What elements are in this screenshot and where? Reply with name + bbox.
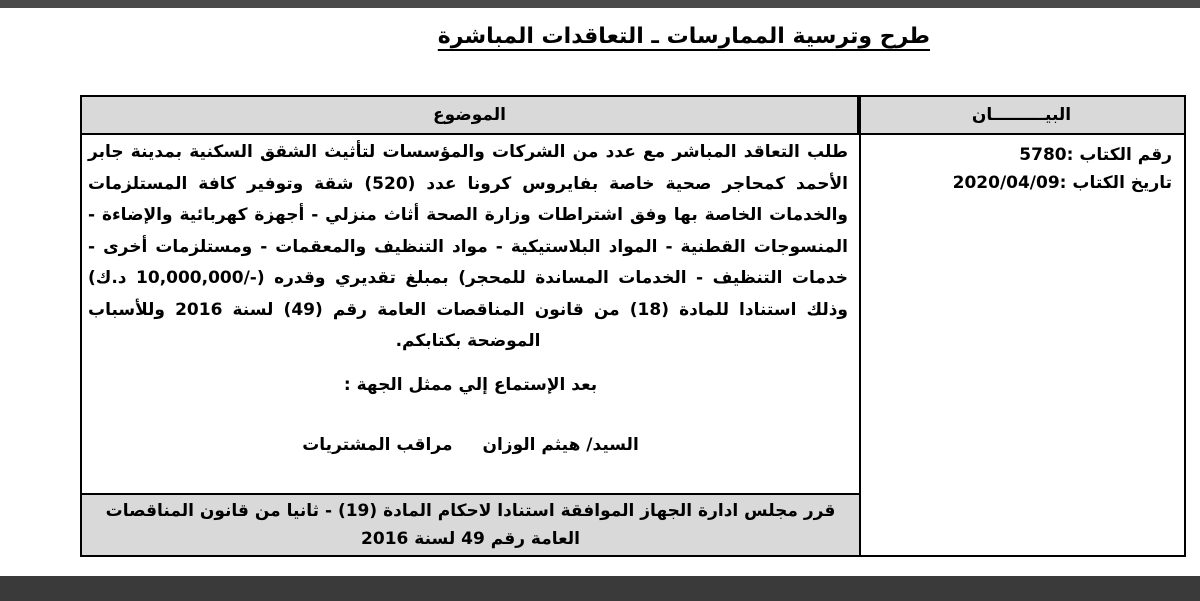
- letter-number: 5780: [1019, 145, 1067, 165]
- letter-date: 2020/04/09: [952, 173, 1060, 193]
- letter-number-line: [872, 141, 1172, 169]
- representative: [82, 435, 859, 455]
- letter-date-line: [872, 169, 1172, 197]
- page-title: طرح وترسية الممارسات ـ التعاقدات المباشرة: [437, 24, 930, 49]
- representative-name: السيد/ هيثم الوزان: [482, 435, 639, 455]
- decision-table: [80, 95, 1186, 557]
- data-column-header: البيـــــــــان: [859, 97, 1184, 135]
- subject-column-header: الموضوع: [82, 97, 859, 135]
- top-frame-bar: [0, 0, 1200, 8]
- representative-title: مراقب المشتريات: [302, 435, 453, 455]
- decision-text: قرر مجلس ادارة الجهاز الموافقة استنادا لاحكام المادة (19) - ثانيا من قانون المناقصات العامة رقم 49 لسنة 2016: [82, 493, 859, 555]
- column-divider: [859, 97, 861, 555]
- letter-info: [872, 141, 1172, 197]
- letter-date-label: تاريخ الكتاب :: [1059, 173, 1172, 193]
- subject-text: طلب التعاقد المباشر مع عدد من الشركات والمؤسسات لتأثيث الشقق السكنية بمدينة جابر الأحمد كمحاجر صحية خاصة بفايروس كرونا عدد (520) شقة وتوفير كافة المستلزمات والخدمات الخاصة بها وفق اشتراطات وزارة الصحة أثاث منزلي - أجهزة كهربائية والإضاءة - المنسوجات القطنية - المواد البلاستيكية - مواد التنظيف والمعقمات - ومستلزمات أخرى - خدمات التنظيف - الخدمات المساندة للمحجر) بمبلغ تقديري وقدره (-/10,000,000 د.ك) وذلك استنادا للمادة (18) من قانون المناقصات العامة رقم (49) لسنة 2016 وللأسباب الموضحة بكتابكم.: [88, 142, 849, 351]
- letter-number-label: رقم الكتاب :: [1066, 145, 1172, 165]
- bottom-frame-bar: [0, 576, 1200, 601]
- hearing-text: بعد الإستماع إلي ممثل الجهة :: [343, 375, 598, 395]
